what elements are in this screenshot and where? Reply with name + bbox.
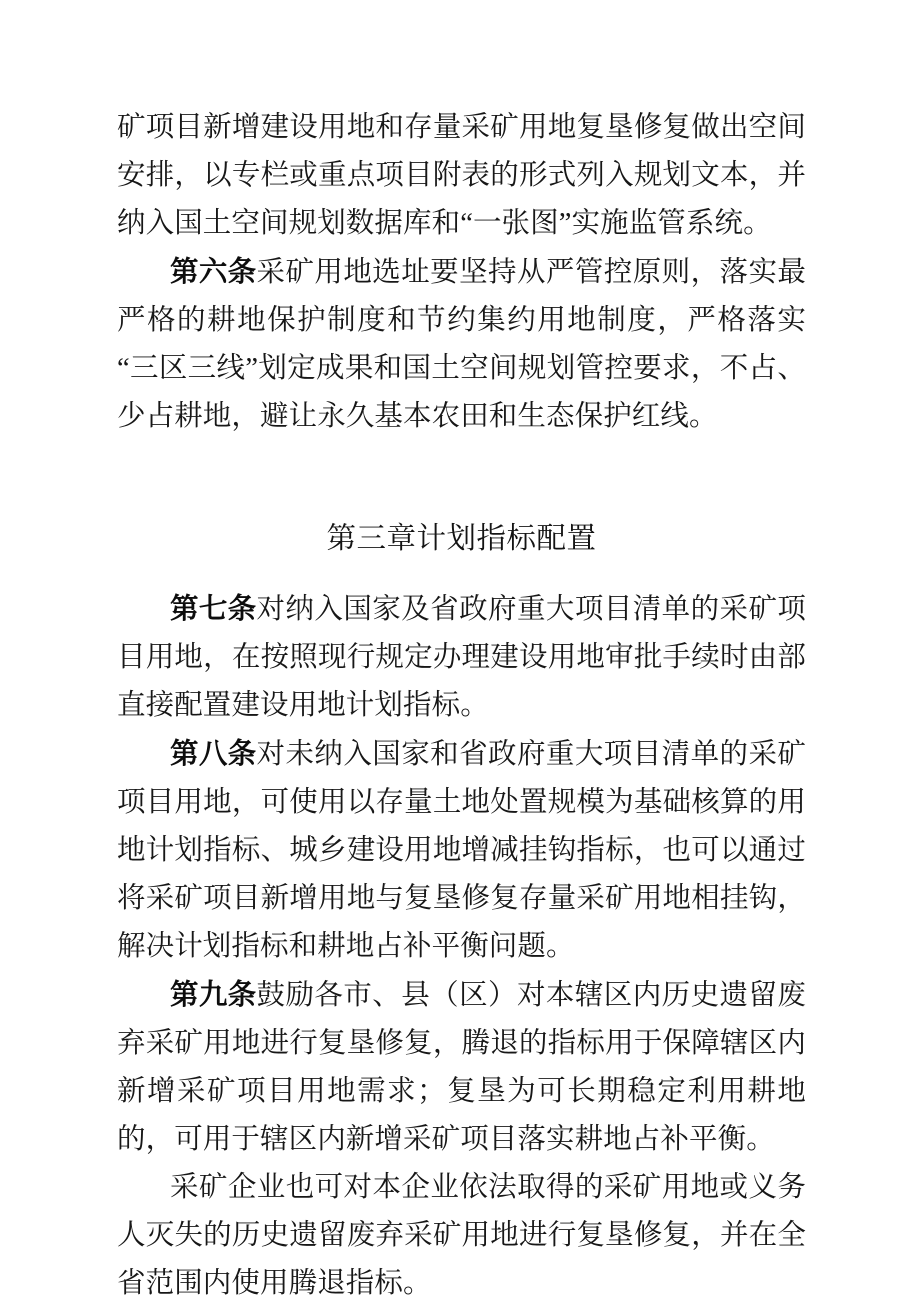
spacer-after-chapter-heading xyxy=(117,563,806,585)
paragraph-text: 采矿用地选址要坚持从严管控原则，落实最严格的耕地保护制度和节约集约用地制度，严格落实“三区三线”划定成果和国土空间规划管控要求，不占、少占耕地，避让永久基本农田和生态保护红线。 xyxy=(117,257,806,432)
article-marker-7: 第七条 xyxy=(170,593,257,625)
paragraph-article-9 xyxy=(117,971,806,1164)
paragraph-article-7 xyxy=(117,585,806,730)
article-marker-6: 第六条 xyxy=(170,256,257,288)
paragraph-text: 对纳入国家及省政府重大项目清单的采矿项目用地，在按照现行规定办理建设用地审批手续时由部直接配置建设用地计划指标。 xyxy=(117,594,806,721)
paragraph-article-6 xyxy=(117,248,806,441)
paragraph-article-9-continuation xyxy=(117,1164,806,1301)
paragraph-text: 对未纳入国家和省政府重大项目清单的采矿项目用地，可使用以存量土地处置规模为基础核算的用地计划指标、城乡建设用地增减挂钩指标，也可以通过将采矿项目新增用地与复垦修复存量采矿用地相挂钩，解决计划指标和耕地占补平衡问题。 xyxy=(117,739,806,962)
paragraph-text: 采矿企业也可对本企业依法取得的采矿用地或义务人灭失的历史遗留废弃采矿用地进行复垦修复，并在全省范围内使用腾退指标。 xyxy=(117,1172,806,1299)
paragraph-text: 鼓励各市、县（区）对本辖区内历史遗留废弃采矿用地进行复垦修复，腾退的指标用于保障辖区内新增采矿项目用地需求；复垦为可长期稳定利用耕地的，可用于辖区内新增采矿项目落实耕地占补平衡。 xyxy=(117,980,806,1155)
paragraph-text: 矿项目新增建设用地和存量采矿用地复垦修复做出空间安排，以专栏或重点项目附表的形式列入规划文本，并纳入国土空间规划数据库和“一张图”实施监管系统。 xyxy=(117,112,806,239)
paragraph-article-8 xyxy=(117,730,806,971)
article-marker-9: 第九条 xyxy=(170,979,257,1011)
chapter-heading: 第三章计划指标配置 xyxy=(326,522,597,555)
article-marker-8: 第八条 xyxy=(170,738,257,770)
document-text-column xyxy=(117,104,806,1301)
spacer-before-chapter-heading xyxy=(117,441,806,515)
paragraph-continuation xyxy=(117,104,806,248)
